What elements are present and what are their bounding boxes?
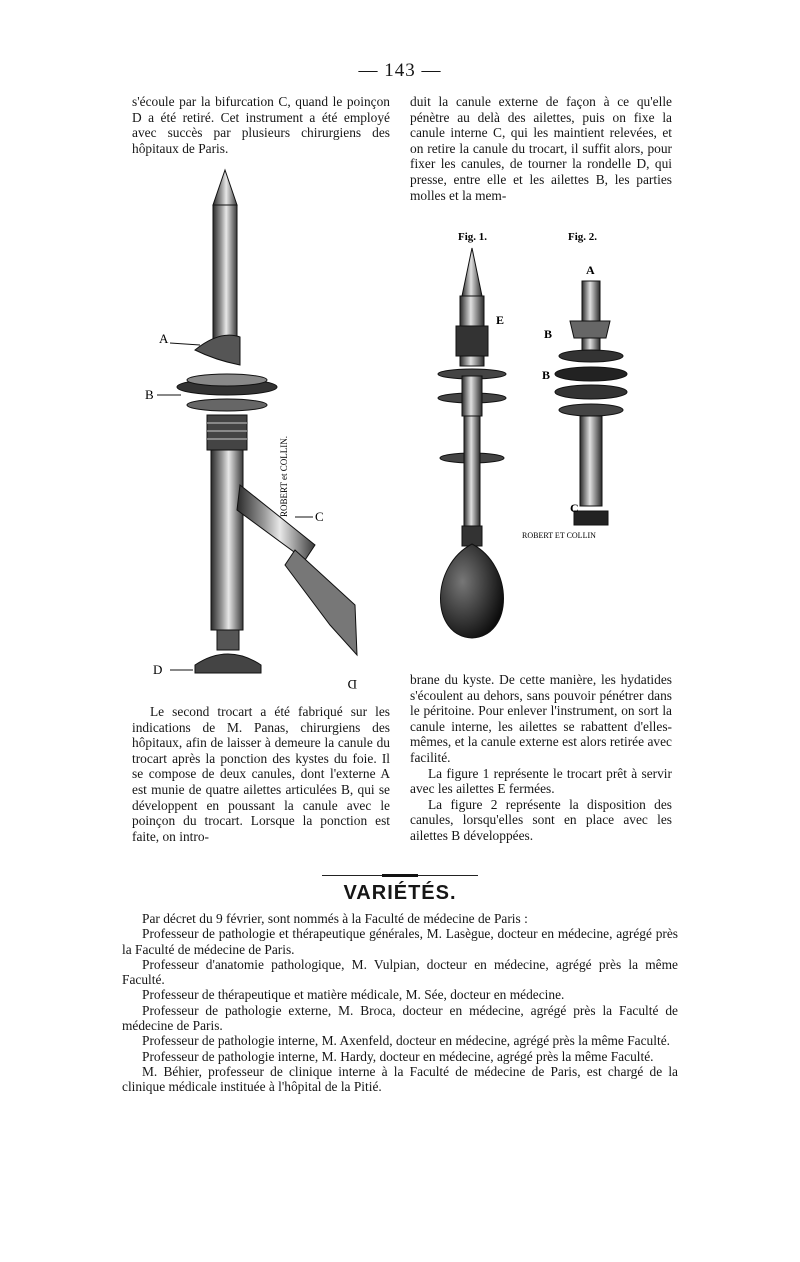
fig-2-label: Fig. 2.: [568, 231, 598, 243]
ornament-rule: [322, 874, 478, 877]
fig2-letter-a: A: [586, 263, 595, 277]
varietes-item: M. Béhier, professeur de clinique interne à la Faculté de médecine de Paris, est chargé de la clinique médicale instituée à l'hôpital de la Pitié.: [122, 1063, 678, 1095]
varietes-item: Professeur d'anatomie pathologique, M. Vulpian, docteur en médecine, agrégé près la même Faculté.: [122, 956, 678, 988]
fig-letter-c: C: [315, 509, 324, 524]
fig-letter-b: B: [145, 387, 154, 402]
fig-1-label: Fig. 1.: [458, 231, 488, 243]
fig2-letter-c: C: [570, 501, 579, 515]
engraver-credit-right: ROBERT ET COLLIN: [522, 531, 596, 540]
fig2-letter-b-upper: B: [544, 327, 553, 341]
right-bottom-text-2: La figure 1 représente le trocart prêt à servir avec les ailettes E fermées.: [410, 765, 672, 797]
section-title: VARIÉTÉS.: [343, 882, 457, 904]
varietes-item: Par décret du 9 février, sont nommés à la Faculté de médecine de Paris :: [142, 911, 528, 926]
trocar-illustration-right: [410, 226, 670, 666]
right-top-paragraph: [410, 94, 672, 203]
left-bottom-paragraph: [132, 704, 390, 844]
trocar-illustration-left: [145, 165, 395, 700]
varietes-item: Professeur de pathologie et thérapeutique générales, M. Lasègue, docteur en médecine, agrégé près la Faculté de médecine de Paris.: [122, 926, 678, 957]
fig-letter-d: D: [153, 662, 163, 677]
fig1-letter-e: E: [496, 313, 505, 327]
right-top-text: duit la canule externe de façon à ce qu'elle pénètre au delà des ailettes, puis on fixe la canule interne C, qui les maintient relevées, et on retire la canule du trocart, il suffit alors, pour fixer les canules, de tourner la rondelle D, qui presse, entre elle et les ailettes B, les parties molles et la mem-: [410, 94, 672, 203]
varietes-item: Professeur de pathologie interne, M. Hardy, docteur en médecine, agrégé près la même Faculté.: [142, 1048, 654, 1064]
right-bottom-text-3: La figure 2 représente la disposition des canules, lorsqu'elles sont en place avec les ailettes B développées.: [410, 796, 672, 843]
fig-letter-d-mirrored: D: [347, 677, 357, 692]
fig2-letter-b-lower: B: [542, 368, 551, 382]
varietes-item: Professeur de thérapeutique et matière médicale, M. Sée, docteur en médecine.: [142, 987, 565, 1003]
engraver-credit-left: ROBERT et COLLIN.: [279, 435, 289, 517]
varietes-section: [122, 911, 678, 1095]
right-bottom-text-1: brane du kyste. De cette manière, les hydatides s'écoulent au dehors, sans pouvoir pénétrer dans le péritoine. Pour enlever l'instrument, on sort la canule interne, les ailettes se rabattent d'elles-mêmes, et la canule externe est alors retirée avec facilité.: [410, 672, 672, 765]
left-top-paragraph: [132, 94, 390, 156]
varietes-item: Professeur de pathologie interne, M. Axenfeld, docteur en médecine, agrégé près la même Faculté.: [142, 1033, 670, 1049]
left-bottom-text: Le second trocart a été fabriqué sur les indications de M. Panas, chirurgiens des hôpitaux, afin de laisser à demeure la canule du trocart après la ponction des kystes du foie. Il se compose de deux canules, dont l'externe A est munie de quatre ailettes articulées B, qui se développent en poussant la canule avec le poinçon du trocart. Lorsque la ponction est faite, on intro-: [132, 704, 390, 844]
right-bottom-paragraphs: [410, 672, 672, 844]
left-top-text: s'écoule par la bifurcation C, quand le poinçon D a été retiré. Cet instrument a été employé avec succès par plusieurs chirurgiens des hôpitaux de Paris.: [132, 94, 390, 156]
varietes-item: Professeur de pathologie externe, M. Broca, docteur en médecine, agrégé près la Faculté de médecine de Paris.: [122, 1002, 678, 1034]
fig-letter-a: A: [159, 331, 169, 346]
page-number: — 143 —: [358, 60, 442, 81]
